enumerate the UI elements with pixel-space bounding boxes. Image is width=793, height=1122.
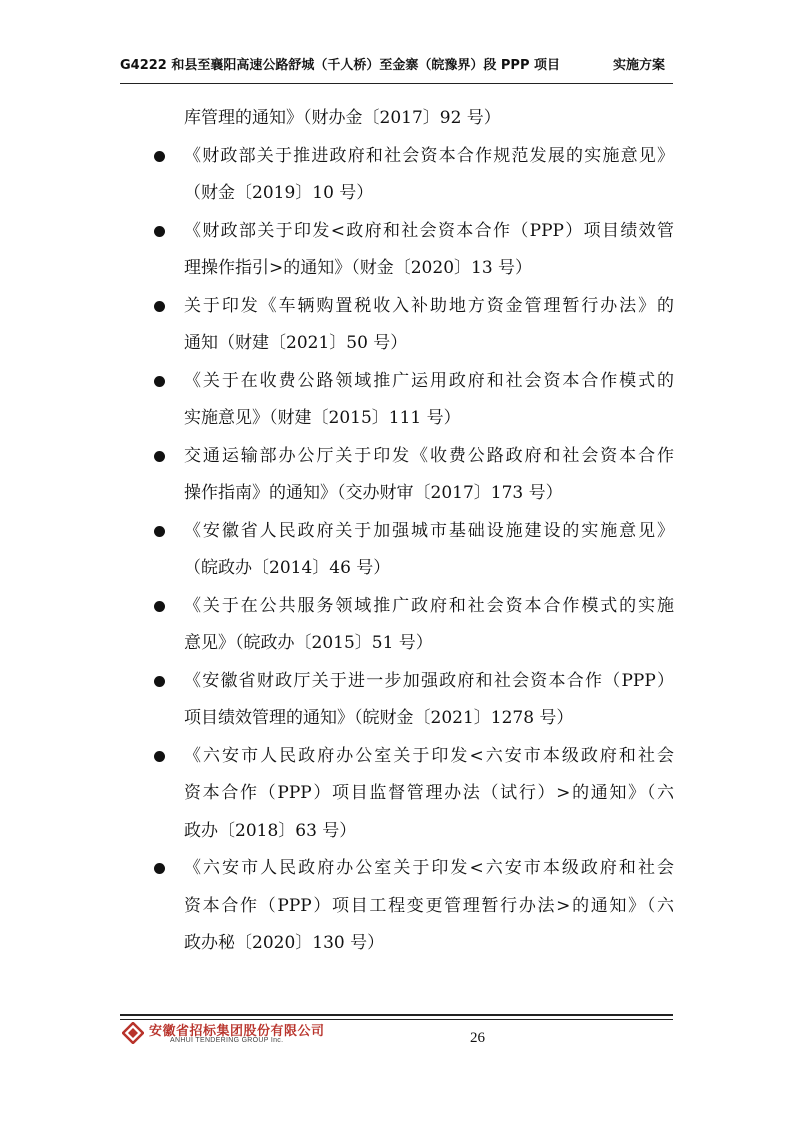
list-item-line: 政办〔2018〕63 号）: [184, 820, 357, 841]
list-item: [148, 288, 674, 363]
header-divider: [120, 83, 673, 84]
list-item-line: 《财政部关于推进政府和社会资本合作规范发展的实施意见》: [184, 145, 674, 166]
page-number: 26: [470, 1030, 485, 1046]
regulation-list: [148, 100, 674, 963]
anhui-tendering-logo-icon: [122, 1022, 144, 1044]
bullet-icon: [154, 526, 165, 537]
list-item-line: 资本合作（PPP）项目工程变更管理暂行办法>的通知》（六: [184, 895, 674, 916]
list-item: [148, 138, 674, 213]
list-item-line: 《安徽省财政厅关于进一步加强政府和社会资本合作（PPP）: [184, 670, 674, 691]
list-item-line: 《安徽省人民政府关于加强城市基础设施建设的实施意见》: [184, 520, 674, 541]
list-item: [148, 513, 674, 588]
list-item: [148, 850, 674, 963]
list-item-line: （皖政办〔2014〕46 号）: [184, 558, 391, 578]
list-item: [148, 100, 674, 138]
list-item-line: 项目绩效管理的通知》（皖财金〔2021〕1278 号）: [184, 708, 574, 728]
bullet-icon: [154, 751, 165, 762]
list-item-line: 实施意见》（财建〔2015〕111 号）: [184, 408, 461, 428]
bullet-icon: [154, 451, 165, 462]
company-name-en: ANHUI TENDERING GROUP Inc.: [170, 1037, 284, 1044]
list-item-line: 库管理的通知》（财办金〔2017〕92 号）: [184, 108, 501, 128]
list-item-line: 操作指南》的通知》（交办财审〔2017〕173 号）: [184, 483, 563, 503]
list-item-line: 理操作指引>的通知》（财金〔2020〕13 号）: [184, 258, 533, 278]
list-item: [148, 738, 674, 851]
list-item: [148, 438, 674, 513]
company-logo: [122, 1020, 332, 1050]
bullet-icon: [154, 151, 165, 162]
header-project-title: G4222 和县至襄阳高速公路舒城（千人桥）至金寨（皖豫界）段 PPP 项目: [120, 58, 561, 73]
list-item: [148, 588, 674, 663]
list-item-line: 《六安市人民政府办公室关于印发<六安市本级政府和社会: [184, 858, 674, 878]
list-item-line: 资本合作（PPP）项目监督管理办法（试行）>的通知》（六: [184, 783, 674, 803]
footer-divider-thick: [120, 1014, 673, 1016]
list-item-line: 《六安市人民政府办公室关于印发<六安市本级政府和社会: [184, 745, 674, 766]
bullet-icon: [154, 676, 165, 687]
list-item: [148, 213, 674, 288]
list-item-line: 《关于在公共服务领域推广政府和社会资本合作模式的实施: [184, 595, 674, 616]
list-item-line: 通知（财建〔2021〕50 号）: [184, 333, 408, 353]
list-item-line: 交通运输部办公厅关于印发《收费公路政府和社会资本合作: [184, 445, 674, 466]
list-item: [148, 363, 674, 438]
list-item-line: （财金〔2019〕10 号）: [184, 183, 374, 203]
page-header: [120, 46, 673, 78]
list-item-line: 意见》（皖政办〔2015〕51 号）: [184, 633, 433, 653]
company-name-cn: 安徽省招标集团股份有限公司: [149, 1024, 325, 1039]
header-document-type: 实施方案: [612, 58, 665, 73]
list-item-line: 《关于在收费公路领域推广运用政府和社会资本合作模式的: [184, 370, 674, 391]
list-item-line: 关于印发《车辆购置税收入补助地方资金管理暂行办法》的: [184, 295, 674, 316]
bullet-icon: [154, 376, 165, 387]
bullet-icon: [154, 301, 165, 312]
list-item: [148, 663, 674, 738]
list-item-line: 《财政部关于印发<政府和社会资本合作（PPP）项目绩效管: [184, 220, 674, 241]
bullet-icon: [154, 601, 165, 612]
bullet-icon: [154, 863, 165, 874]
bullet-icon: [154, 226, 165, 237]
list-item-line: 政办秘〔2020〕130 号）: [184, 933, 385, 953]
